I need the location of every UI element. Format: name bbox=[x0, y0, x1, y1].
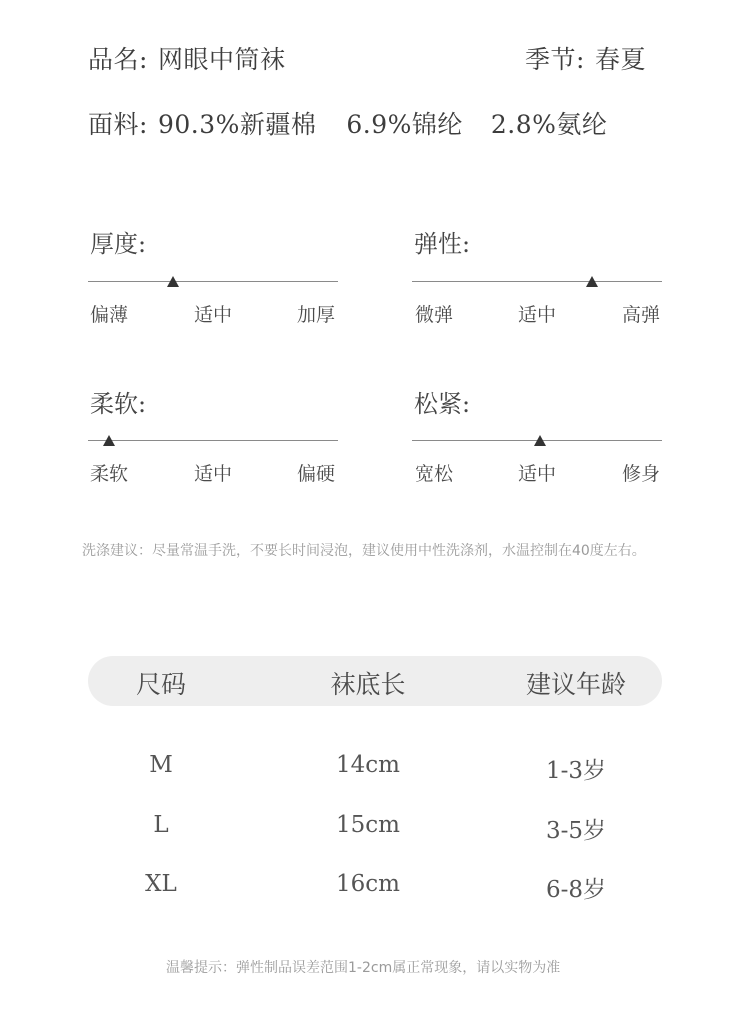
thickness-scale-line bbox=[88, 281, 338, 282]
product-name-label: 品名: bbox=[88, 45, 148, 74]
thickness-label-high: 加厚 bbox=[297, 304, 336, 326]
elasticity-label-mid: 适中 bbox=[518, 304, 557, 326]
thickness-marker bbox=[167, 276, 179, 287]
sole-length-cell: 14cm bbox=[336, 752, 400, 778]
size-header-sole-length: 袜底长 bbox=[330, 670, 406, 699]
warm-tip: 温馨提示：弹性制品误差范围1-2cm属正常现象，请以实物为准 bbox=[166, 960, 561, 976]
product-name-line bbox=[88, 40, 285, 76]
fabric-component: 6.9%锦纶 bbox=[346, 110, 463, 139]
size-cell: L bbox=[153, 812, 169, 838]
size-cell: XL bbox=[145, 871, 177, 897]
size-cell: M bbox=[149, 752, 173, 778]
fabric-component: 90.3%新疆棉 bbox=[157, 110, 317, 139]
elasticity-marker bbox=[586, 276, 598, 287]
softness-label-mid: 适中 bbox=[194, 463, 233, 485]
softness-marker bbox=[103, 435, 115, 446]
elasticity-label-low: 微弹 bbox=[415, 304, 454, 326]
fit-label-mid: 适中 bbox=[518, 463, 557, 485]
fit-label-high: 修身 bbox=[622, 463, 661, 485]
thickness-title: 厚度: bbox=[90, 230, 147, 258]
age-cell: 3-5岁 bbox=[545, 818, 607, 844]
product-name-value: 网眼中筒袜 bbox=[157, 45, 286, 74]
elasticity-label-high: 高弹 bbox=[622, 304, 661, 326]
season-label: 季节: bbox=[525, 45, 585, 74]
fit-marker bbox=[534, 435, 546, 446]
fabric-component: 2.8%氨纶 bbox=[490, 110, 608, 139]
wash-note: 洗涤建议：尽量常温手洗，不要长时间浸泡，建议使用中性洗涤剂，水温控制在40度左右。 bbox=[82, 543, 646, 559]
thickness-label-mid: 适中 bbox=[194, 304, 233, 326]
fit-title: 松紧: bbox=[414, 390, 471, 418]
size-header-age: 建议年龄 bbox=[525, 670, 626, 699]
fabric-label: 面料: bbox=[88, 110, 148, 139]
sole-length-cell: 16cm bbox=[336, 871, 400, 897]
elasticity-scale-line bbox=[412, 281, 662, 282]
age-cell: 1-3岁 bbox=[545, 758, 607, 784]
size-header-size: 尺码 bbox=[135, 670, 186, 699]
fabric-line bbox=[88, 105, 607, 141]
softness-label-high: 偏硬 bbox=[297, 463, 336, 485]
elasticity-title: 弹性: bbox=[414, 230, 471, 258]
softness-title: 柔软: bbox=[90, 390, 147, 418]
sole-length-cell: 15cm bbox=[336, 812, 400, 838]
age-cell: 6-8岁 bbox=[545, 877, 607, 903]
fit-label-low: 宽松 bbox=[415, 463, 454, 485]
season-line bbox=[525, 40, 646, 76]
season-value: 春夏 bbox=[594, 45, 646, 74]
thickness-label-low: 偏薄 bbox=[90, 304, 129, 326]
softness-scale-line bbox=[88, 440, 338, 441]
softness-label-low: 柔软 bbox=[90, 463, 129, 485]
